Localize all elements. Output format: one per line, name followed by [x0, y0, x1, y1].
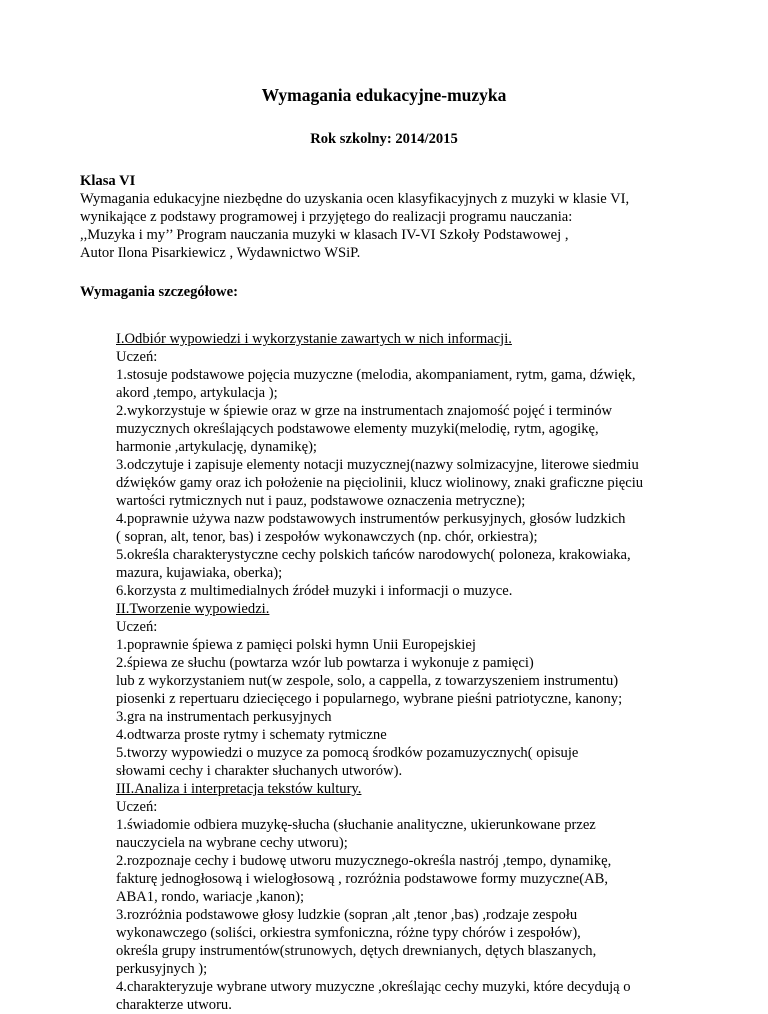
- section-line: fakturę jednogłosową i wielogłosową , rozróżnia podstawowe formy muzyczne(AB,: [116, 871, 608, 887]
- section-line: 4.poprawnie używa nazw podstawowych instrumentów perkusyjnych, głosów ludzkich: [116, 511, 626, 527]
- document-title: Wymagania edukacyjne-muzyka: [261, 85, 507, 105]
- section-line: słowami cechy i charakter słuchanych utworów).: [116, 763, 403, 779]
- section-line: charakterze utworu.: [116, 997, 232, 1013]
- school-year: Rok szkolny: 2014/2015: [310, 131, 458, 147]
- section-line: 2.wykorzystuje w śpiewie oraz w grze na instrumentach znajomość pojęć i terminów: [116, 403, 613, 419]
- section-line: piosenki z repertuaru dziecięcego i popularnego, wybrane pieśni patriotyczne, kanony;: [116, 691, 623, 707]
- section-heading: II.Tworzenie wypowiedzi.: [116, 601, 270, 617]
- intro-line: wynikające z podstawy programowej i przyjętego do realizacji programu nauczania:: [80, 209, 573, 225]
- section-heading: I.Odbiór wypowiedzi i wykorzystanie zawartych w nich informacji.: [116, 331, 512, 347]
- intro-line: ,,Muzyka i my’’ Program nauczania muzyki w klasach IV-VI Szkoły Podstawowej ,: [80, 227, 569, 243]
- section-line: 6.korzysta z multimedialnych źródeł muzyki i informacji o muzyce.: [116, 583, 513, 599]
- section-line: 5.tworzy wypowiedzi o muzyce za pomocą środków pozamuzycznych( opisuje: [116, 745, 579, 761]
- section-line: 2.śpiewa ze słuchu (powtarza wzór lub powtarza i wykonuje z pamięci): [116, 655, 534, 671]
- section-line: 1.świadomie odbiera muzykę-słucha (słuchanie analityczne, ukierunkowane przez: [116, 817, 596, 833]
- section-line: 1.poprawnie śpiewa z pamięci polski hymn Unii Europejskiej: [116, 637, 476, 653]
- section-line: akord ,tempo, artykulacja );: [116, 385, 278, 401]
- section-line: określa grupy instrumentów(strunowych, dętych drewnianych, dętych blaszanych,: [116, 943, 597, 959]
- section-line: 2.rozpoznaje cechy i budowę utworu muzycznego-określa nastrój ,tempo, dynamikę,: [116, 853, 612, 869]
- section-line: dźwięków gamy oraz ich położenie na pięciolinii, klucz wiolinowy, znaki graficzne pięciu: [116, 475, 644, 491]
- section-line: 4.charakteryzuje wybrane utwory muzyczne ,określając cechy muzyki, które decydują o: [116, 979, 631, 995]
- class-label: Klasa VI: [80, 173, 136, 189]
- section-line: 3.odczytuje i zapisuje elementy notacji muzycznej(nazwy solmizacyjne, literowe siedmiu: [116, 457, 639, 473]
- section-line: 5.określa charakterystyczne cechy polskich tańców narodowych( poloneza, krakowiaka,: [116, 547, 631, 563]
- section-line: 3.rozróżnia podstawowe głosy ludzkie (sopran ,alt ,tenor ,bas) ,rodzaje zespołu: [116, 907, 578, 923]
- section-line: lub z wykorzystaniem nut(w zespole, solo, a cappella, z towarzyszeniem instrumentu): [116, 673, 619, 689]
- requirements-heading: Wymagania szczegółowe:: [80, 284, 238, 300]
- requirements-content: [116, 330, 756, 1014]
- section-line: Uczeń:: [116, 349, 158, 365]
- section-line: wykonawczego (soliści, orkiestra symfoniczna, różne typy chórów i zespołów),: [116, 925, 581, 941]
- section-heading: III.Analiza i interpretacja tekstów kultury.: [116, 781, 362, 797]
- section-line: muzycznych określających podstawowe elementy muzyki(melodię, rytm, agogikę,: [116, 421, 599, 437]
- section-line: mazura, kujawiaka, oberka);: [116, 565, 283, 581]
- section-line: Uczeń:: [116, 619, 158, 635]
- section-line: 4.odtwarza proste rytmy i schematy rytmiczne: [116, 727, 387, 743]
- section-line: ( sopran, alt, tenor, bas) i zespołów wykonawczych (np. chór, orkiestra);: [116, 529, 538, 545]
- section-line: perkusyjnych );: [116, 961, 208, 977]
- section-line: harmonie ,artykulację, dynamikę);: [116, 439, 317, 455]
- section-line: ABA1, rondo, wariacje ,kanon);: [116, 889, 305, 905]
- section-line: Uczeń:: [116, 799, 158, 815]
- section-line: 3.gra na instrumentach perkusyjnych: [116, 709, 332, 725]
- intro-line: Autor Ilona Pisarkiewicz , Wydawnictwo WSiP.: [80, 245, 361, 261]
- intro-line: Wymagania edukacyjne niezbędne do uzyskania ocen klasyfikacyjnych z muzyki w klasie VI,: [80, 191, 630, 207]
- section-line: nauczyciela na wybrane cechy utworu);: [116, 835, 348, 851]
- section-line: 1.stosuje podstawowe pojęcia muzyczne (melodia, akompaniament, rytm, gama, dźwięk,: [116, 367, 636, 383]
- intro-block: [80, 172, 740, 262]
- section-line: wartości rytmicznych nut i pauz, podstawowe oznaczenia metryczne);: [116, 493, 526, 509]
